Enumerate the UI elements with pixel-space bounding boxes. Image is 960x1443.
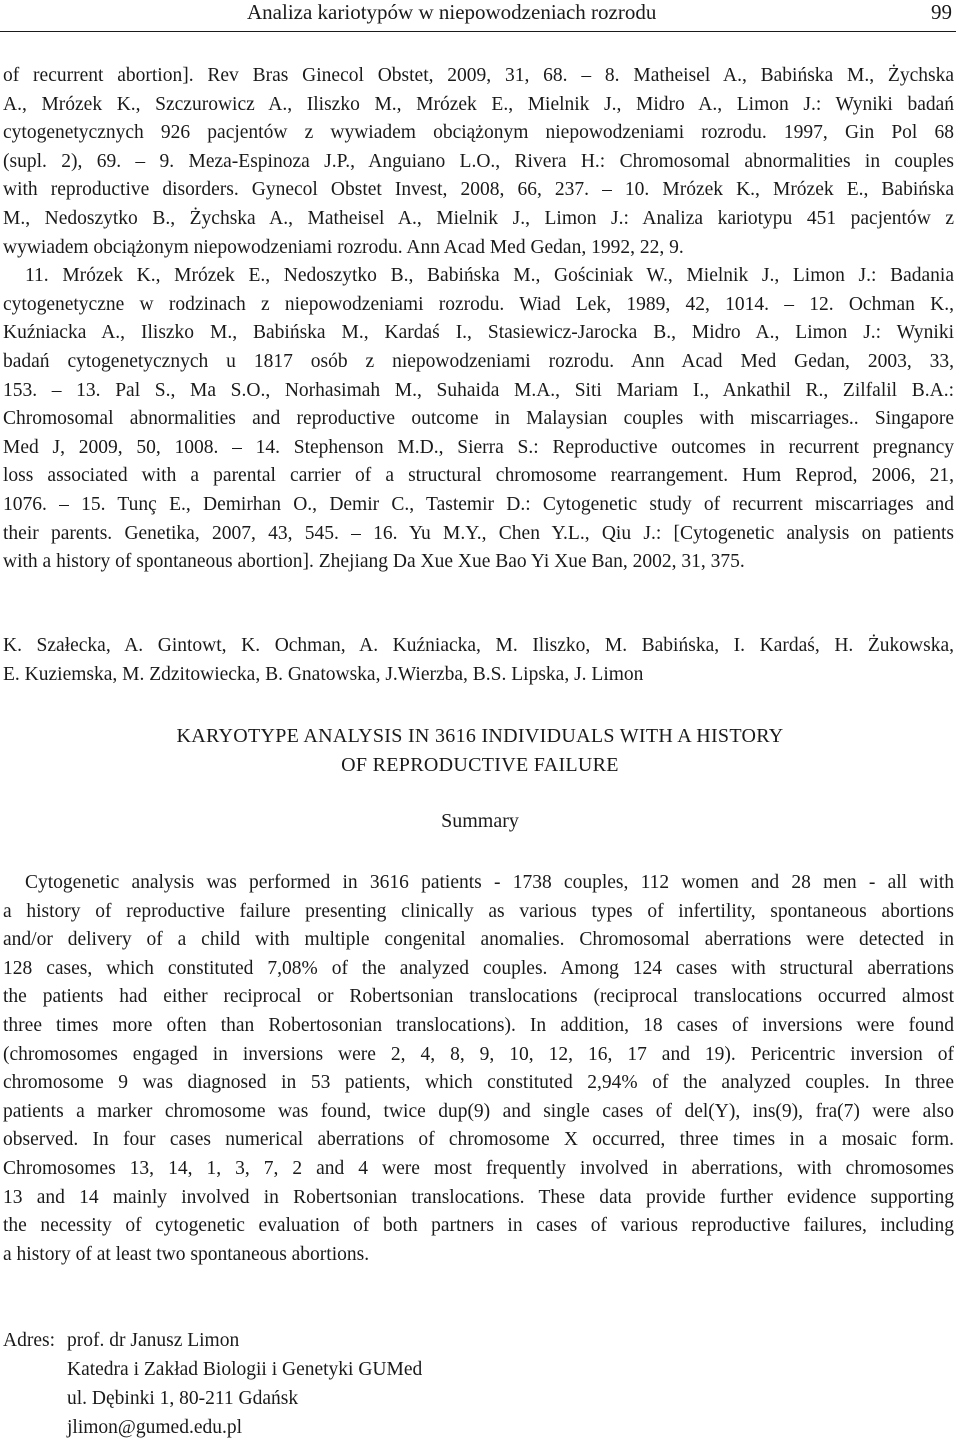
running-header	[0, 0, 956, 32]
author-list	[3, 632, 954, 689]
reference-line: 153. – 13. Pal S., Ma S.O., Norhasimah M., Suhaida M.A., Siti Mariam I., Ankathil R., Zilfalil B.A.:	[3, 379, 954, 401]
reference-line: A., Mrózek K., Szczurowicz A., Iliszko M., Mrózek E., Mielnik J., Midro A., Limon J.: Wyniki badań	[3, 93, 954, 115]
article-title-line: KARYOTYPE ANALYSIS IN 3616 INDIVIDUALS WITH A HISTORY	[176, 725, 784, 747]
references-section	[3, 62, 954, 577]
summary-line: chromosome 9 was diagnosed in 53 patients, which constituted 2,94% of the analyzed couples. In three	[3, 1072, 954, 1094]
reference-line: with a history of spontaneous abortion]. Zhejiang Da Xue Xue Bao Yi Xue Ban, 2002, 31, 375.	[3, 551, 745, 573]
reference-line: M., Nedoszytko B., Żychska A., Matheisel A., Mielnik J., Limon J.: Analiza kariotypu 451 pacjentów z	[3, 207, 954, 229]
reference-line: loss associated with a parental carrier of a structural chromosome rearrangement. Hum Reprod, 2006, 21,	[3, 465, 954, 487]
summary-line: (chromosomes engaged in inversions were 2, 4, 8, 9, 10, 12, 16, 17 and 19). Pericentric inversion of	[3, 1043, 954, 1065]
page-number: 99	[931, 0, 952, 24]
address-name: prof. dr Janusz Limon	[67, 1330, 240, 1351]
reference-line: cytogenetycznych 926 pacjentów z wywiadem obciążonym niepowodzeniami rozrodu. 1997, Gin Pol 68	[3, 122, 954, 144]
article-title-line: OF REPRODUCTIVE FAILURE	[341, 754, 619, 776]
reference-line: Chromosomal abnormalities and reproductive outcome in Malaysian couples with miscarriages.. Singapore	[3, 408, 954, 430]
address-email[interactable]: jlimon@gumed.edu.pl	[67, 1417, 243, 1438]
summary-line: patients a marker chromosome was found, twice dup(9) and single cases of del(Y), ins(9), fra(7) were also	[3, 1100, 954, 1122]
summary-line: 13 and 14 mainly involved in Robertsonian translocations. These data provide further evidence supporting	[3, 1186, 954, 1208]
running-title: Analiza kariotypów w niepowodzeniach rozrodu	[247, 0, 657, 24]
summary-line: three times more often than Robertosonian translocations). In addition, 18 cases of inversions were found	[3, 1014, 954, 1036]
address-street: ul. Dębinki 1, 80-211 Gdańsk	[67, 1388, 299, 1409]
summary-line: and/or delivery of a child with multiple congenital anomalies. Chromosomal aberrations were detected in	[3, 929, 954, 951]
reference-line: of recurrent abortion]. Rev Bras Ginecol Obstet, 2009, 31, 68. – 8. Matheisel A., Babińska M., Żychska	[3, 65, 954, 86]
reference-line: badań cytogenetycznych u 1817 osób z niepowodzeniami rozrodu. Ann Acad Med Gedan, 2003, 33,	[3, 350, 954, 372]
summary-line: observed. In four cases numerical aberrations of chromosome X occurred, three times in a mosaic form.	[3, 1129, 954, 1151]
summary-line: Cytogenetic analysis was performed in 3616 patients - 1738 couples, 112 women and 28 men - all with	[25, 872, 954, 893]
address-label: Adres:	[3, 1330, 55, 1351]
reference-line: (supl. 2), 69. – 9. Meza-Espinoza J.P., Anguiano L.O., Rivera H.: Chromosomal abnormalities in couples	[3, 150, 954, 172]
summary-line: the patients had either reciprocal or Robertsonian translocations (reciprocal translocations occurred almost	[3, 986, 954, 1008]
summary-line: Chromosomes 13, 14, 1, 3, 7, 2 and 4 were most frequently involved in aberrations, with chromosomes	[3, 1157, 954, 1179]
reference-line: 1076. – 15. Tunç E., Demirhan O., Demir C., Tastemir D.: Cytogenetic study of recurrent miscarriages and	[3, 493, 954, 515]
reference-line: Med J, 2009, 50, 1008. – 14. Stephenson M.D., Sierra S.: Reproductive outcomes in recurrent pregnancy	[3, 436, 954, 458]
address-lines	[67, 1326, 422, 1442]
author-line: K. Szałecka, A. Gintowt, K. Ochman, A. Kuźniacka, M. Iliszko, M. Babińska, I. Kardaś, H. Żukowska,	[3, 635, 954, 656]
author-line: E. Kuziemska, M. Zdzitowiecka, B. Gnatowska, J.Wierzba, B.S. Lipska, J. Limon	[3, 663, 644, 685]
summary-paragraph	[3, 869, 954, 1269]
reference-line: cytogenetyczne w rodzinach z niepowodzeniami rozrodu. Wiad Lek, 1989, 42, 1014. – 12. Ochman K.,	[3, 293, 954, 315]
summary-line: the necessity of cytogenetic evaluation of both partners in cases of various reproductive failures, including	[3, 1215, 954, 1237]
address-department: Katedra i Zakład Biologii i Genetyki GUMed	[67, 1359, 423, 1380]
reference-line: with reproductive disorders. Gynecol Obstet Invest, 2008, 66, 237. – 10. Mrózek K., Mrózek E., Babińska	[3, 179, 954, 201]
reference-line: their parents. Genetika, 2007, 43, 545. – 16. Yu M.Y., Chen Y.L., Qiu J.: [Cytogenetic analysis on patients	[3, 522, 954, 544]
reference-line: wywiadem obciążonym niepowodzeniami rozrodu. Ann Acad Med Gedan, 1992, 22, 9.	[3, 236, 684, 258]
summary-line: a history of at least two spontaneous abortions.	[3, 1243, 370, 1265]
reference-line: 11. Mrózek K., Mrózek E., Nedoszytko B., Babińska M., Gościniak W., Mielnik J., Limon J.: Badania	[25, 265, 954, 287]
article-title	[0, 722, 960, 780]
summary-line: 128 cases, which constituted 7,08% of the analyzed couples. Among 124 cases with structural aberrations	[3, 957, 954, 979]
summary-heading: Summary	[441, 810, 519, 832]
summary-line: a history of reproductive failure presenting clinically as various types of infertility, spontaneous abortions	[3, 900, 954, 922]
reference-line: Kuźniacka A., Iliszko M., Babińska M., Kardaś I., Stasiewicz-Jarocka B., Midro A., Limon J.: Wyniki	[3, 322, 954, 344]
